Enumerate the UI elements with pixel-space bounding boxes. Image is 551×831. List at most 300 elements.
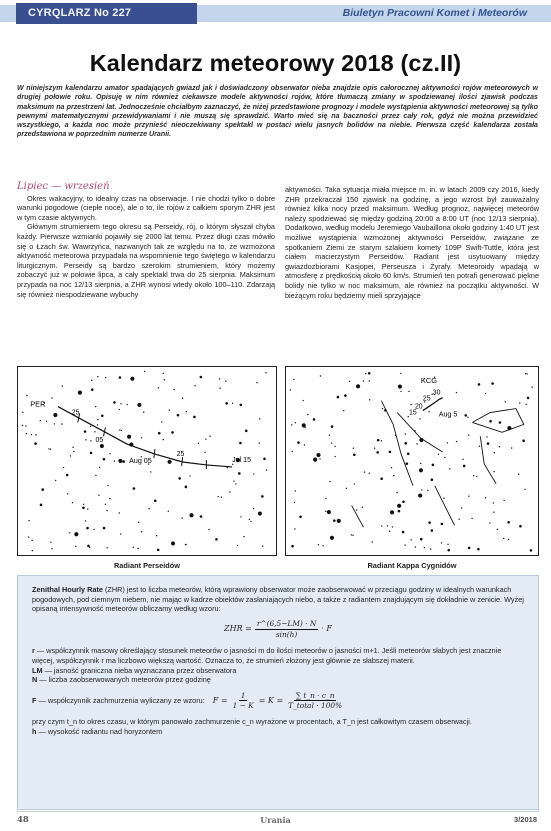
- star: [85, 439, 86, 440]
- star: [138, 522, 139, 523]
- star: [158, 387, 159, 388]
- star: [391, 467, 392, 468]
- star: [67, 493, 68, 494]
- star: [200, 376, 203, 379]
- star: [419, 468, 423, 472]
- star: [363, 380, 364, 381]
- star: [354, 483, 355, 484]
- star: [316, 453, 320, 457]
- star: [398, 510, 401, 513]
- formula-fraction: [286, 691, 344, 711]
- star: [259, 442, 260, 443]
- star: [320, 375, 321, 376]
- star: [325, 498, 326, 499]
- zhr-intro-text: (ZHR) jest to liczba meteorów, którą wprawiony obserwator może zaobserwować w przeciągu godziny w idealnych warunkach pogodowych, pod ciemnym niebem, nie mając w kadrze obiektów zasłaniających niebo, a także z radiantem znajdującym się dokładnie w zenicie. Wyżej opisaną intensywność meteorów obliczamy według wzoru:: [32, 585, 524, 614]
- formula-fraction: [255, 619, 318, 639]
- star: [447, 549, 450, 552]
- star: [397, 504, 401, 508]
- zhr-formula: [32, 620, 524, 638]
- star: [266, 469, 267, 470]
- star: [497, 529, 498, 530]
- star: [464, 414, 467, 417]
- star: [467, 417, 468, 418]
- star: [225, 402, 228, 405]
- star: [161, 421, 162, 422]
- constellation-lines: [352, 401, 524, 528]
- star: [530, 549, 533, 552]
- article-abstract: W niniejszym kalendarzu amator spadających gwiazd jak i doświadczony obserwator nieba znajdzie opis całorocznej aktywności rojów meteorowych w drugiej połowie roku. Opisuję w nim również ciekawsze modele aktywności rojów, które tłumaczą zmiany w spodziewanej ilości zjawisk podczas maksimum na przestrzeni lat. Jednocześnie chciałbym zaznaczyć, że niżej przedstawione prognozy i modele wystąpienia aktywności meteorowej są tylko pewnymi matematycznymi przewidywaniami i nie muszą się sprawdzić. Warto mieć się na baczności przez cały rok, gdyż nie można przewidzieć wszystkiego, a każda noc może przynieść nieoczekiwany spektakl w postaci wielu jasnych bolidów na niebie. Pierwsza część kalendarza została przedstawiona w poprzednim numerze Uranii.: [17, 84, 538, 139]
- star: [505, 401, 506, 402]
- star: [468, 434, 469, 435]
- star: [299, 516, 302, 519]
- star: [438, 454, 439, 455]
- star: [477, 548, 480, 551]
- star: [156, 535, 157, 536]
- star: [221, 497, 222, 498]
- definition-n: [32, 675, 524, 685]
- star: [119, 429, 120, 430]
- star: [99, 467, 100, 468]
- star: [91, 380, 92, 381]
- star: [121, 430, 122, 431]
- star: [87, 508, 88, 509]
- paragraph: Głównym strumieniem tego okresu są Perseidy, rój, o którym słyszał chyba każdy. Pierwsze wzmianki pojawiły się 2000 lat temu. Przez długi czas mówiło się o Łzach św. Wawrzyńca, nazwanych tak ze względu na to, że wzmożona aktywność meteorowa przypadała na wspomnienie tego świętego w kalendarzu liturgicznym. Perseidy są bardzo szerokim strumieniem, który możemy zobaczyć już w połowie lipca, a cały spektakl trwa do 25 sierpnia. Maksimum przypada na noc 12/13 sierpnia, a ZHR wynosi wtedy około 100–110. Zdarzają się również niespodziewane wybuchy: [17, 222, 275, 299]
- star: [380, 477, 383, 480]
- star: [387, 525, 388, 526]
- star: [449, 468, 450, 469]
- star: [443, 498, 444, 499]
- star: [364, 471, 365, 472]
- star: [295, 490, 296, 491]
- definition-term: F: [32, 696, 37, 706]
- star: [473, 475, 474, 476]
- star: [253, 508, 254, 509]
- paragraph: Okres wakacyjny, to idealny czas na obserwacje. I nie chodzi tylko o dobre warunki pogodowe (ciepłe noce), ale o to, ile rojów z całkiem sporym ZHR jest w tym czasie aktywnych.: [17, 193, 275, 222]
- star: [66, 474, 69, 477]
- chart-caption: Radiant Kappa Cygnidów: [367, 561, 457, 570]
- definition-h: [32, 727, 524, 737]
- date-label: Jul 15: [232, 455, 252, 464]
- star: [35, 434, 36, 435]
- star: [127, 404, 128, 405]
- star: [406, 462, 409, 465]
- constellation-label: KCG: [420, 375, 437, 385]
- definition-term: r: [32, 646, 35, 656]
- star: [50, 449, 51, 450]
- star: [28, 520, 29, 521]
- star: [491, 382, 494, 385]
- star: [381, 525, 382, 526]
- star: [351, 534, 352, 535]
- star: [447, 442, 448, 443]
- star: [233, 480, 234, 481]
- tick-label: 05: [95, 437, 104, 445]
- star: [259, 418, 260, 419]
- star: [164, 379, 165, 380]
- star: [307, 414, 308, 415]
- star: [456, 392, 457, 393]
- star: [91, 388, 94, 391]
- star: [119, 512, 120, 513]
- constellation-label: PER: [30, 399, 46, 409]
- star: [41, 488, 44, 491]
- star: [86, 527, 89, 530]
- star: [82, 507, 85, 510]
- star: [169, 410, 170, 411]
- star: [245, 430, 248, 433]
- footer-rule: [17, 811, 539, 812]
- star: [461, 507, 462, 508]
- chart-caption: Radiant Perseidów: [113, 561, 181, 570]
- star: [229, 491, 230, 492]
- star: [51, 548, 52, 549]
- star: [89, 547, 90, 548]
- star: [171, 431, 174, 434]
- star: [334, 446, 335, 447]
- star: [189, 513, 193, 517]
- star: [143, 412, 144, 413]
- star: [476, 476, 477, 477]
- paragraph: aktywności. Taka sytuacja miała miejsce m. in. w latach 2009 czy 2016, kiedy ZHR przekraczał 150 zjawisk na godzinę, a jego wzrost był zauważalny również kilka nocy przed maksimum. Według prognoz, najwięcej meteorów należy spodziewać się między godziną 20:00 a 8:00 UT (noc 12/13 sierpnia). Dodatkowo, według modelu Jeremiego Vaubaillona około godziny 1:40 UT jest możliwe wystąpienia wzmożonej aktywności Perseidów, związane ze spotkaniem Ziemi ze starym szlakiem komety 109P Swift-Tuttle, która jest ciałem macierzystym Perseidów. Radiant jest usytuowany między gwiazdozbiorami Kasjopei, Perseusza i Żyrafy. Meteoroidy wpadają w atmosferę z prędkością około 60 km/s. Strumień ten potrafi generować piękne bolidy nie tylko w noc maksimum, ale również na początku aktywności. W bieżącym roku będziemy mieli sprzyjające: [285, 185, 539, 300]
- star-chart-kappa-cygnids-svg: [286, 367, 538, 555]
- star: [396, 492, 397, 493]
- star: [97, 419, 98, 420]
- star: [114, 460, 115, 461]
- star: [120, 533, 121, 534]
- tick-label: 30: [432, 389, 441, 397]
- formula-denominator: sin(h): [275, 629, 298, 639]
- star: [261, 495, 264, 498]
- star: [262, 546, 263, 547]
- star: [171, 541, 175, 545]
- star: [51, 397, 52, 398]
- star: [55, 480, 56, 481]
- star: [430, 548, 431, 549]
- star: [419, 418, 420, 419]
- star: [303, 400, 304, 401]
- star: [90, 452, 93, 455]
- star: [369, 380, 370, 381]
- star: [193, 416, 196, 419]
- star: [186, 411, 187, 412]
- star: [389, 451, 392, 454]
- star: [427, 490, 428, 491]
- star: [318, 544, 319, 545]
- star: [103, 527, 106, 530]
- right-column: [285, 185, 539, 300]
- star: [479, 446, 480, 447]
- star: [154, 499, 157, 502]
- definition-term: N: [32, 675, 38, 685]
- article-title: Kalendarz meteorowy 2018 (cz.II): [89, 50, 462, 76]
- star: [182, 398, 183, 399]
- star: [204, 452, 205, 453]
- star: [374, 448, 375, 449]
- star: [22, 412, 23, 413]
- star: [319, 458, 320, 459]
- f-formula: [213, 692, 344, 710]
- star: [72, 447, 73, 448]
- star: [148, 508, 149, 509]
- star-chart-kappa-cygnids: [285, 366, 539, 556]
- star: [294, 528, 295, 529]
- star: [297, 441, 300, 444]
- star: [313, 458, 317, 462]
- star: [219, 387, 220, 388]
- page-number: 48: [17, 815, 29, 825]
- definition-text: — współczynnik masowy określający stosunek meteorów o jasności m do ilości meteorów o jasności m+1. Jeśli meteorów słabych jest znacznie więcej, współczynnik r ma liczbowo większą wartość. Oznacza to, że strumień złożony jest głównie ze słabszej materii.: [32, 646, 502, 665]
- star: [432, 463, 435, 466]
- star: [189, 475, 190, 476]
- star: [525, 373, 526, 374]
- star-chart-perseids-svg: [18, 367, 276, 555]
- star: [291, 545, 294, 548]
- star: [240, 404, 243, 407]
- star: [225, 381, 226, 382]
- star: [493, 512, 494, 513]
- star: [485, 497, 486, 498]
- star: [369, 472, 370, 473]
- star: [330, 536, 334, 540]
- star: [408, 391, 409, 392]
- star: [463, 465, 466, 468]
- star: [63, 467, 64, 468]
- star: [250, 521, 251, 522]
- star: [382, 408, 383, 409]
- definition-term: LM: [32, 665, 43, 675]
- star: [431, 529, 434, 532]
- star: [84, 430, 87, 433]
- star: [447, 544, 448, 545]
- star: [219, 378, 220, 379]
- star: [238, 472, 241, 475]
- star: [402, 500, 405, 503]
- star: [331, 442, 332, 443]
- star: [235, 483, 236, 484]
- star: [26, 433, 27, 434]
- star: [302, 423, 306, 427]
- star: [333, 519, 336, 522]
- star: [353, 453, 356, 456]
- star: [400, 373, 401, 374]
- star-field: [290, 372, 533, 552]
- star: [377, 439, 380, 442]
- star: [415, 546, 416, 547]
- section-heading: Lipiec — wrzesień: [17, 181, 110, 192]
- star: [527, 397, 530, 400]
- star: [392, 526, 393, 527]
- star: [32, 550, 33, 551]
- star: [471, 518, 472, 519]
- definition-text: — wysokość radiantu nad horyzontem: [36, 726, 163, 736]
- star: [511, 447, 512, 448]
- star: [137, 403, 141, 407]
- star: [524, 489, 525, 490]
- star: [100, 444, 104, 448]
- star: [493, 502, 494, 503]
- star: [95, 475, 96, 476]
- star: [198, 443, 199, 444]
- star: [444, 457, 445, 458]
- star: [369, 399, 370, 400]
- star: [133, 547, 134, 548]
- star: [322, 545, 323, 546]
- formula-lhs: ZHR =: [224, 624, 252, 634]
- star: [420, 538, 423, 541]
- star: [356, 384, 360, 388]
- tick-label: 15: [409, 409, 417, 417]
- star: [46, 421, 47, 422]
- star: [531, 386, 532, 387]
- star: [468, 547, 471, 550]
- star: [101, 414, 104, 417]
- star: [208, 529, 209, 530]
- star: [157, 549, 160, 552]
- star: [185, 486, 188, 489]
- definition-text: — liczba zaobserwowanych meteorów przez godzinę: [37, 675, 211, 685]
- star: [295, 422, 296, 423]
- star: [420, 463, 421, 464]
- issue-number: 3/2018: [514, 815, 537, 824]
- star: [133, 487, 136, 490]
- star: [74, 532, 78, 536]
- star: [185, 544, 186, 545]
- star: [150, 471, 151, 472]
- star: [400, 391, 401, 392]
- definition-term: h: [32, 726, 37, 736]
- star: [487, 442, 490, 445]
- star: [265, 372, 266, 373]
- star: [290, 389, 291, 390]
- star: [122, 460, 125, 463]
- star: [331, 425, 334, 428]
- star: [98, 495, 99, 496]
- star: [489, 420, 492, 423]
- formula-denominator: T_total · 100%: [288, 701, 343, 711]
- star: [181, 517, 182, 518]
- zhr-intro: [32, 585, 524, 614]
- star: [103, 458, 106, 461]
- tick-label: 20: [414, 403, 423, 411]
- star: [177, 414, 180, 417]
- series-label: CYRQLARZ No 227: [16, 3, 197, 24]
- star: [205, 438, 206, 439]
- star: [50, 542, 51, 543]
- star: [25, 425, 26, 426]
- star: [518, 474, 519, 475]
- definition-lm: [32, 666, 524, 676]
- star: [118, 459, 122, 463]
- formula-denominator: 1 − K: [232, 701, 254, 711]
- star: [335, 456, 336, 457]
- star: [97, 424, 98, 425]
- star: [337, 519, 341, 523]
- star: [526, 373, 527, 374]
- star: [327, 510, 331, 514]
- star: [83, 504, 84, 505]
- star: [194, 385, 195, 386]
- tick-label: 25: [422, 395, 431, 403]
- star: [416, 443, 417, 444]
- star: [486, 436, 487, 437]
- star: [404, 442, 407, 445]
- definition-text: — współczynnik zachmurzenia wyliczany ze wzoru:: [36, 696, 205, 706]
- star: [485, 393, 486, 394]
- star: [404, 545, 405, 546]
- star: [356, 509, 357, 510]
- star: [493, 471, 494, 472]
- star: [352, 535, 353, 536]
- star: [398, 385, 402, 389]
- star: [410, 539, 411, 540]
- star: [163, 439, 164, 440]
- star: [325, 511, 326, 512]
- star: [390, 510, 394, 514]
- definition-f-row: [32, 692, 524, 710]
- star: [237, 545, 238, 546]
- star: [22, 425, 23, 426]
- star: [40, 504, 43, 507]
- star: [253, 473, 254, 474]
- zhr-info-box: [17, 575, 539, 810]
- star: [519, 402, 520, 403]
- formula-fraction: [231, 691, 256, 711]
- star: [69, 532, 70, 533]
- star: [173, 389, 174, 390]
- star: [90, 426, 91, 427]
- star: [130, 377, 134, 381]
- star: [73, 451, 74, 452]
- star: [105, 377, 106, 378]
- star: [158, 432, 161, 435]
- star: [200, 515, 203, 518]
- star: [381, 440, 382, 441]
- star: [294, 502, 295, 503]
- star: [26, 395, 27, 396]
- star: [168, 511, 169, 512]
- star: [362, 507, 363, 508]
- star: [61, 423, 62, 424]
- star: [28, 536, 29, 537]
- star: [346, 488, 347, 489]
- star: [329, 434, 330, 435]
- formula-numerator: 1: [240, 690, 246, 700]
- star: [107, 485, 108, 486]
- star: [263, 457, 266, 460]
- star: [503, 500, 504, 501]
- star: [418, 493, 422, 497]
- star: [53, 413, 57, 417]
- star: [349, 381, 350, 382]
- formula-eq: = K =: [258, 696, 284, 706]
- formula-tail: · F: [321, 624, 332, 634]
- star-chart-perseids: [17, 366, 277, 556]
- star: [344, 394, 347, 397]
- star: [217, 496, 218, 497]
- star: [90, 440, 91, 441]
- star: [478, 383, 481, 386]
- star: [119, 409, 120, 410]
- star: [75, 546, 76, 547]
- star: [40, 420, 41, 421]
- tick-label: 25: [71, 409, 80, 417]
- star: [499, 446, 500, 447]
- star: [106, 510, 107, 511]
- star: [109, 498, 110, 499]
- star: [34, 442, 37, 445]
- star: [292, 451, 293, 452]
- star: [141, 531, 142, 532]
